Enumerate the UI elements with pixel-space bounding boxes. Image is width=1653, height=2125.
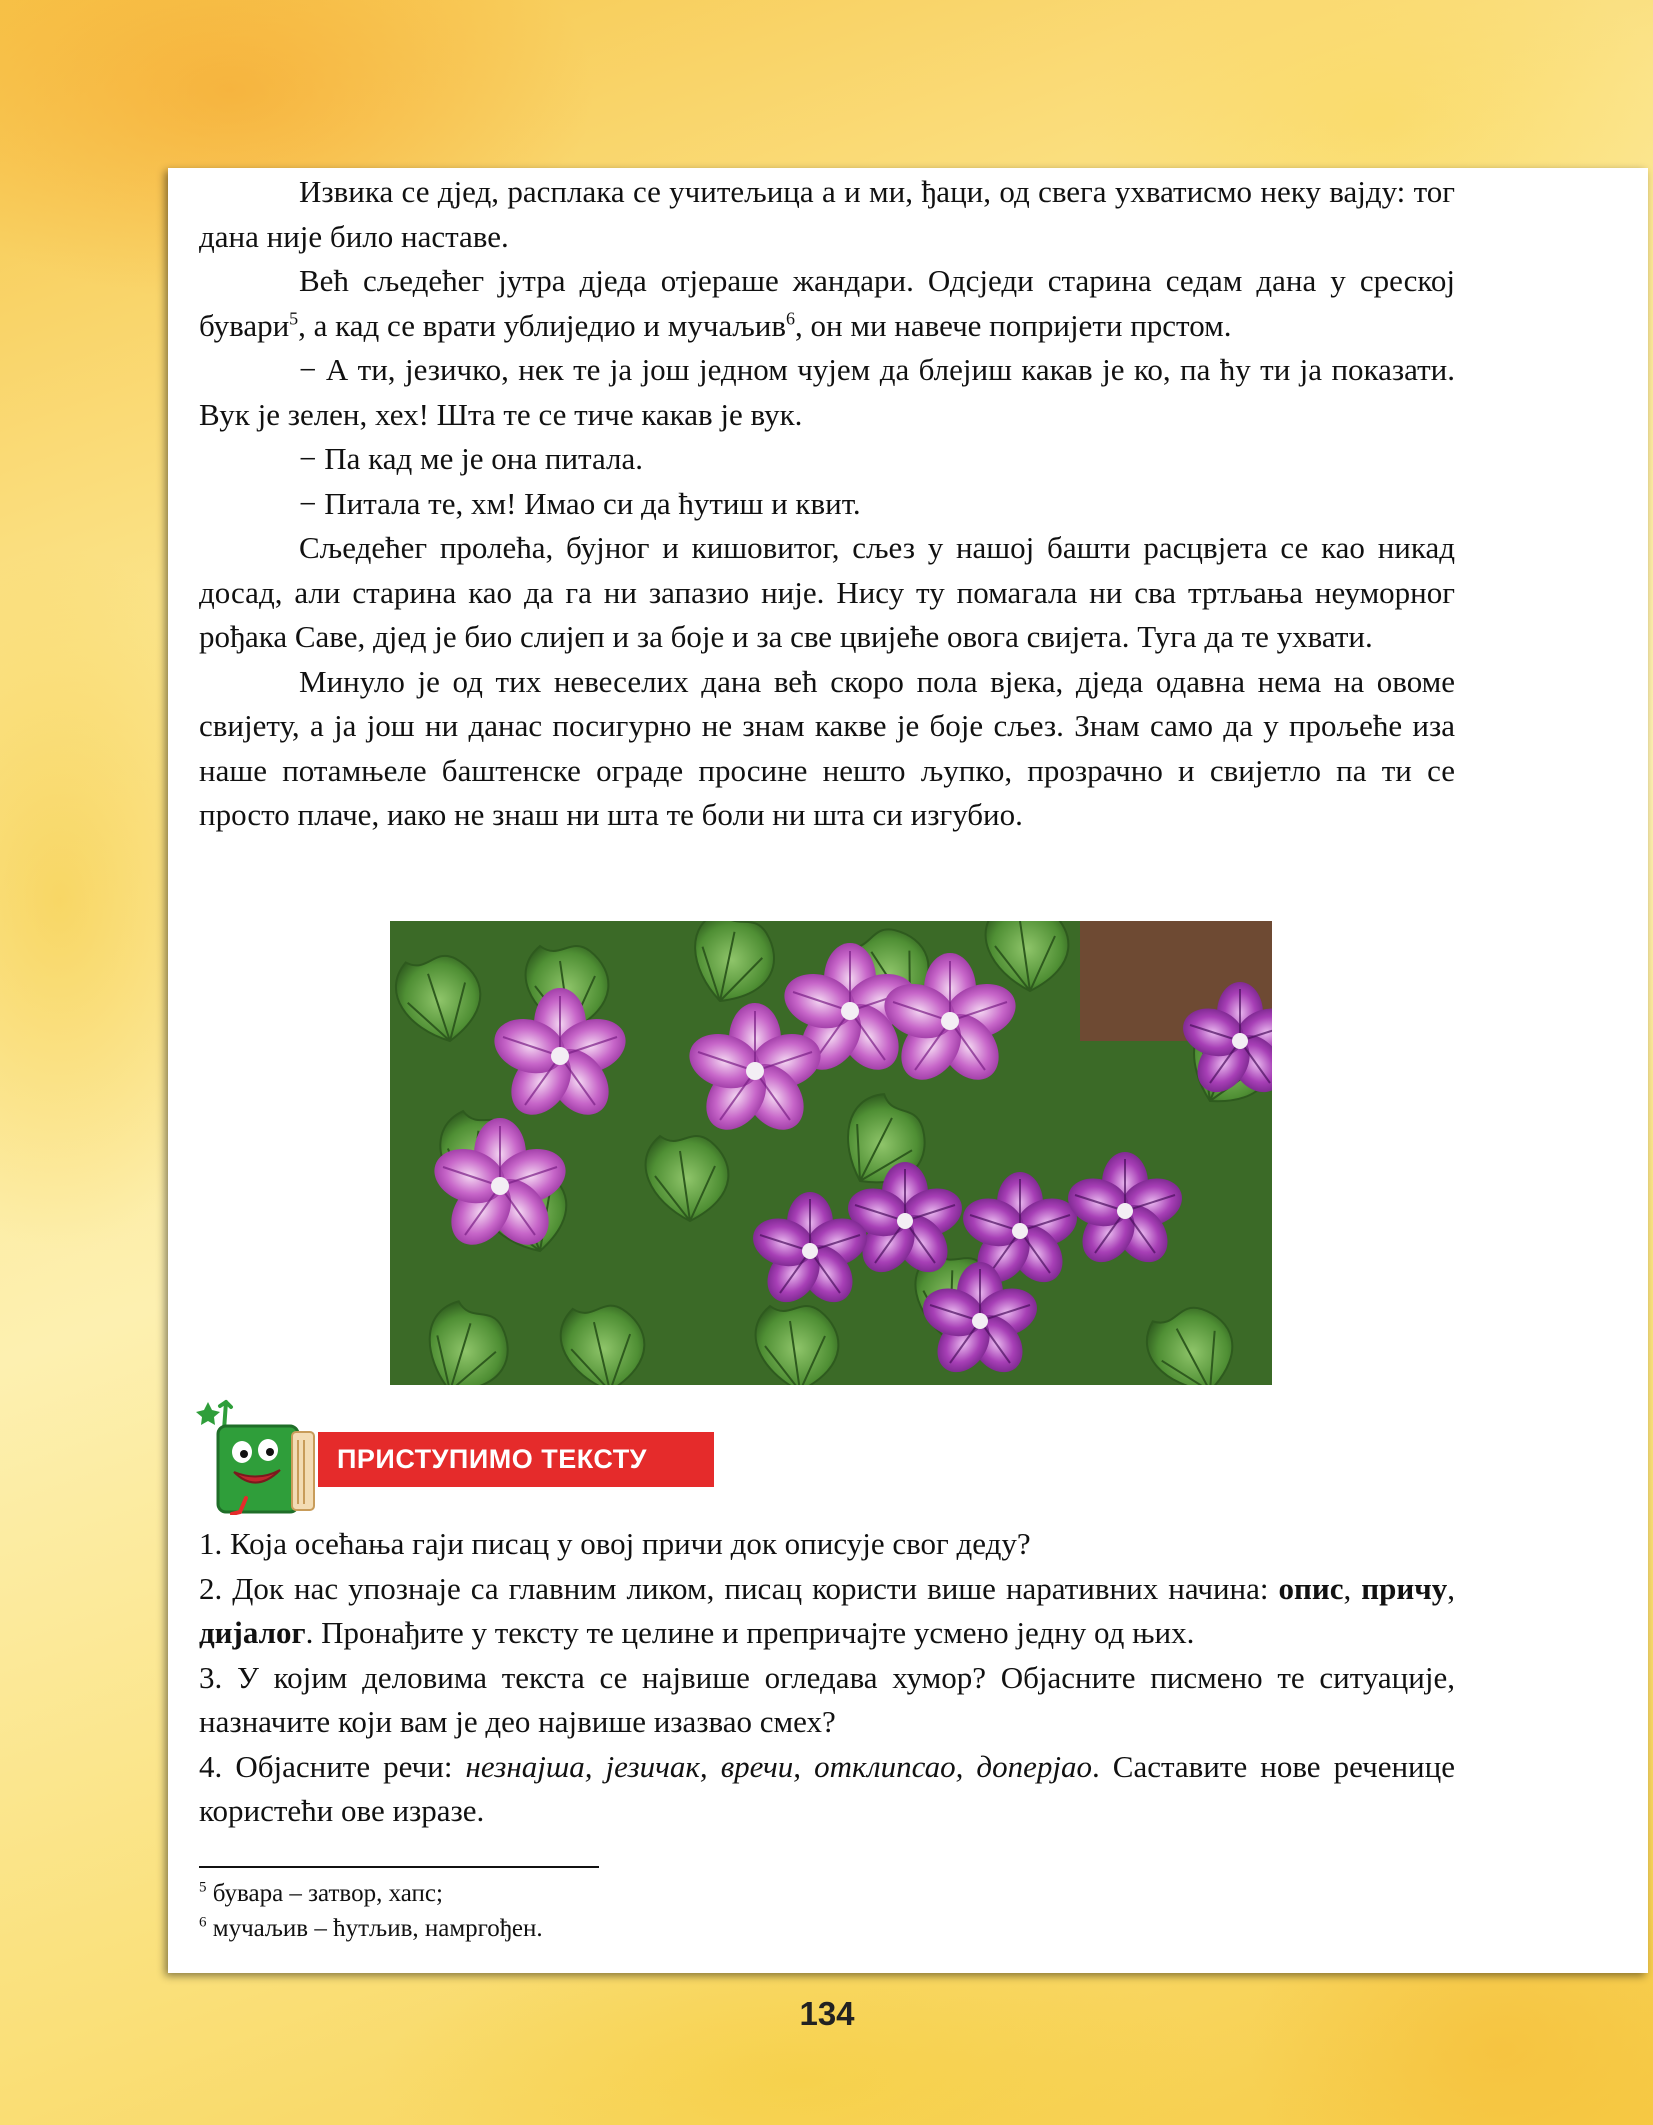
separator: , xyxy=(1343,1570,1362,1606)
footnote-5 xyxy=(199,1876,999,1911)
section-banner xyxy=(318,1432,714,1487)
paragraph-2 xyxy=(199,259,1455,348)
footnote-divider xyxy=(199,1866,599,1868)
term-dialogue: дијалог xyxy=(199,1615,306,1650)
question-2 xyxy=(199,1567,1455,1656)
question-4-lead: 4. Објасните речи: xyxy=(199,1748,466,1784)
term-story: причу xyxy=(1361,1570,1448,1606)
section-title: ПРИСТУПИМО ТЕКСТУ xyxy=(337,1444,647,1474)
footnote-text: бувара – затвор, хапс; xyxy=(206,1880,443,1907)
paragraph-7: Минуло је од тих невеселих дана већ скоро пола вјека, дједа одавна нема на овоме свијету, а ја још ни данас посигурно не знам какве је боје сљез. Знам само да у прољеће иза наше потамњеле баштенске ограде просине нешто љупко, прозрачно и свијетло па ти се просто плаче, иако не знаш ни шта те боли ни шта си изгубио. xyxy=(199,663,1455,832)
paragraph-2-part-c: , он ми навече попријети прстом. xyxy=(794,307,1232,343)
term-description: опис xyxy=(1278,1570,1344,1606)
footnote-6 xyxy=(199,1911,999,1946)
question-3: 3. У којим деловима текста се највише огледава хумор? Објасните писмено те ситуације, назначите који вам је део највише изазвао смех? xyxy=(199,1659,1455,1739)
paragraph-1: Извика се дјед, расплака се учитељица а и ми, ђаци, од свега ухватисмо неку вајду: тог дана није било наставе. xyxy=(199,174,1455,254)
vocabulary-words: незнајша, језичак, вречи, отклипсао, доперјао xyxy=(465,1748,1092,1784)
paragraph-2-part-a: Већ сљедећег јутра дједа отјераше жандари. Одсједи старина седам дана у среској бувари xyxy=(199,263,1455,343)
question-1: 1. Која осећања гаји писац у овој причи док описује свог деду? xyxy=(199,1526,1031,1561)
mallow-flowers-photo xyxy=(390,921,1272,1385)
flower-illustration xyxy=(390,921,1272,1385)
question-4-tail: . Саставите нове реченице користећи ове изразе. xyxy=(199,1748,1455,1828)
question-4 xyxy=(199,1745,1455,1834)
question-2-lead: 2. Док нас упознаје са главним ликом, писац користи више наративних начина: xyxy=(199,1570,1279,1606)
footnote-ref-6[interactable]: 6 xyxy=(785,308,795,329)
footnote-number: 5 xyxy=(199,1879,207,1896)
paragraph-5: − Питала те, хм! Имао си да ћутиш и квит. xyxy=(299,485,861,521)
paragraph-3: − А ти, језичко, нек те ја још једном чујем да блејиш какав је ко, па ћу ти ја показати. Вук је зелен, хех! Шта те се тиче какав је вук. xyxy=(199,352,1455,432)
question-2-tail: . Пронађите у тексту те целине и препричајте усмено једну од њих. xyxy=(305,1615,1195,1650)
footnote-ref-5[interactable]: 5 xyxy=(289,308,299,329)
story-text xyxy=(199,170,1455,838)
separator: , xyxy=(1447,1570,1455,1606)
page-number: 134 xyxy=(799,1995,855,2032)
footnote-text: мучаљив – ћутљив, намргођен. xyxy=(206,1915,543,1942)
footnotes xyxy=(199,1876,999,1946)
questions-list xyxy=(199,1522,1455,1834)
paragraph-6: Сљедећег пролећа, бујног и кишовитог, сљез у нашој башти расцвјета се као никад досад, али старина као да га ни запазио није. Нису ту помагала ни сва тртљања неуморног рођака Саве, дјед је био слијеп и за боје и за све цвијеће овога свијета. Туга да те ухвати. xyxy=(199,530,1455,654)
paragraph-4: − Па кад ме је она питала. xyxy=(299,441,643,476)
footnote-number: 6 xyxy=(199,1914,207,1931)
paragraph-2-part-b: , а кад се врати ублиједио и мучаљив xyxy=(298,307,786,343)
